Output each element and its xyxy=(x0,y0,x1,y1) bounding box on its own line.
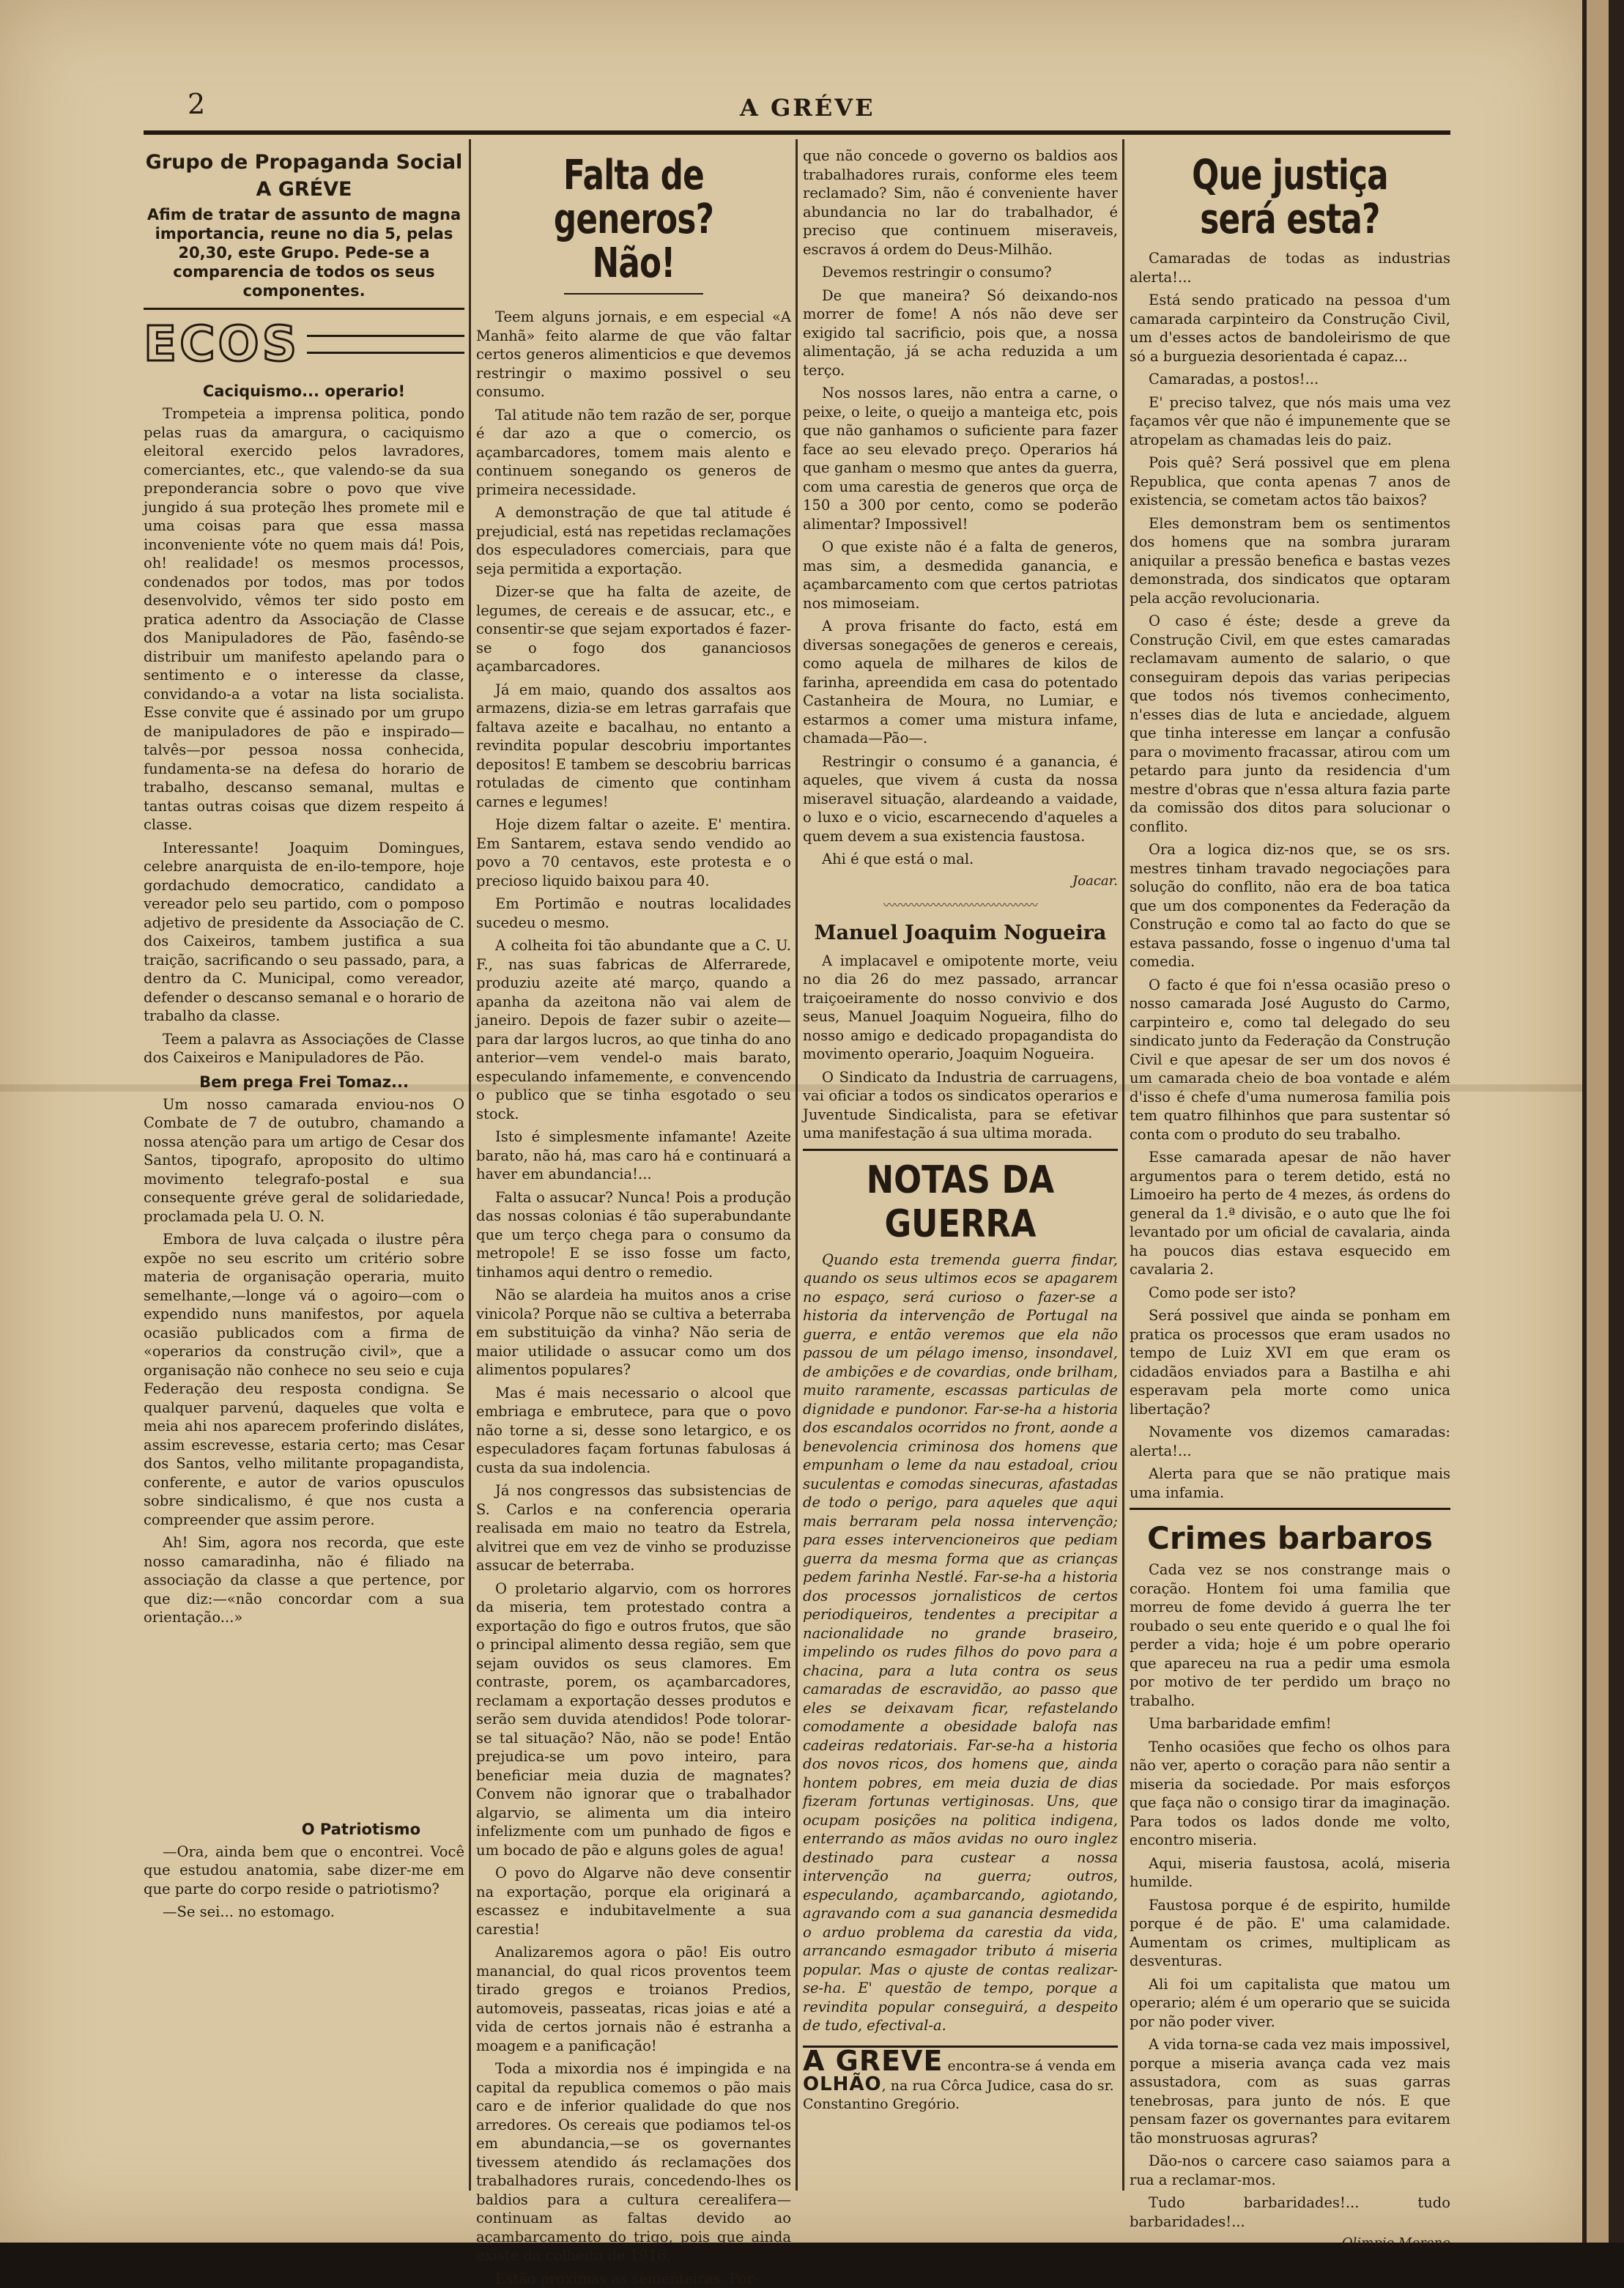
paragraph: Quando esta tremenda guerra findar, quando os seus ultimos ecos se apagarem no espaço, será curioso o fazer-se a historia da intervenção de Portugal na guerra, e então veremos que ela não passou de um pélago imenso, insondavel, de ambições e de covardias, onde brilham, muito raramente, escassas particulas de dignidade e pundonor. Far-se-ha a historia dos escandalos ocorridos no front, aonde a benevolencia criminosa dos homens que empunham o leme da nau estadoal, criou suculentas e comodas sinecuras, afastadas de todo o perigo, para aqueles que aqui mais berraram pela nossa intervenção; para esses intervencioneiros que pediam guerra da mesma forma que as crianças pedem farinha Nestlé. Far-se-ha a historia dos processos jornalisticos de certos periodiqueiros, tendentes a precipitar a nacionalidade no grande braseiro, impelindo os rudes filhos do povo para a chacina, para a luta contra os seus camaradas de escravidão, ao passo que eles se deixavam ficar, refastelando comodamente a obesidade balofa nas cadeiras redatoriais. Far-se-ha a historia dos novos ricos, dos homens que, ainda hontem pobres, em meia duzia de dias fizeram fortunas vertiginosas. Uns, que ocupam posições na politica indigena, enterrando as mãos avidas no ouro inglez destinado para custear a nossa intervenção na guerra; outros, especulando, açambarcando, agiotando, agravando com a sua ganancia desmedida o arduo problema da carestia da vida, arrancando esmagador tributo á miseria popular. Mas o ajuste de contas realizar-se-ha. E' questão de tempo, porque a revindita popular conseguirá, a despeito de tudo, efectival-a. xyxy=(803,1251,1118,2035)
ecos-title: ECOS xyxy=(144,316,300,372)
paragraph: Eles demonstram bem os sentimentos dos homens que na sombra juraram aniquilar a pressão benefica e bastas vezes demonstrada, dos sindicatos que optaram pela acção revolucionaria. xyxy=(1130,514,1450,608)
paragraph: Alerta para que se não pratique mais uma infamia. xyxy=(1130,1465,1450,1502)
paragraph: Em Portimão e noutras localidades sucedeu o mesmo. xyxy=(476,895,791,932)
header-rule xyxy=(144,130,1450,135)
paragraph: Devemos restringir o consumo? xyxy=(803,263,1118,282)
section-rule xyxy=(1130,1508,1450,1510)
group-notice-subtitle: A GRÉVE xyxy=(144,178,464,201)
paragraph: Não se alardeia ha muitos anos a crise vinicola? Porque não se cultiva a beterraba em substituição da vinha? Não seria de maior utilidade o assucar como um dos alimentos populares? xyxy=(476,1286,791,1380)
paragraph: O que existe não é a falta de generos, mas sim, a desmedida ganancia, e açambarcamento com que certos patriotas nos mimoseiam. xyxy=(803,538,1118,612)
paragraph: Teem a palavra as Associações de Classe dos Caixeiros e Manipuladores de Pão. xyxy=(144,1030,464,1067)
paragraph: O caso é éste; desde a greve da Construção Civil, em que estes camaradas reclamavam aumento de salario, o que conseguiram depois das varias peripecias que todos nós tivemos conhecimento, n'esses dias de luta e anciedade, alguem que tinha interesse em lançar a confusão para o movimento fracassar, atirou com um petardo para junto da residencia d'um mestre d'obras que n'essa altura fazia parte da comissão dos ditos para solucionar o conflito. xyxy=(1130,612,1450,836)
paragraph: Trompeteia a imprensa politica, pondo pelas ruas da amargura, o caciquismo eleitoral exercido pelos lavradores, comerciantes, etc., que valendo-se da sua preponderancia sobre o povo que vive jungido á sua proteção lhes promete mil e uma coisas para que essa massa inconveniente vóte no quem mais dá! Pois, oh! realidade! os mesmos processos, condenados por todos, mas por todos desenvolvido, vêmos ter sido posto em pratica adentro da Associação de Classe dos Manipuladores de Pão, fasêndo-se distribuir um manifesto apelando para o sentimento e o interesse da classe, convidando-a a votar na lista socialista. Esse convite que é assinado por um grupo de manipuladores de pão e inspirado—talvês—por pessoa nossa conhecida, fundamenta-se na defesa do horario de trabalho, descanso semanal, multas e tantas outras coisas que dizem respeito á classe. xyxy=(144,404,464,834)
masthead: A GRÉVE xyxy=(740,94,875,122)
paragraph: Interessante! Joaquim Domingues, celebre anarquista de en-ilo-tempore, hoje gordachudo democratico, candidato a vereador pelo seu partido, com o pomposo adjetivo de presidente da Associação de C. dos Caixeiros, tambem justifica a sua traição, sacrificando o seu passado, para, a dentro da C. Municipal, como vereador, defender o descanso semanal e o horario de trabalho da classe. xyxy=(144,839,464,1026)
paragraph: De que maneira? Só deixando-nos morrer de fome! A nós não deve ser exigido tal sacrificio, pois que, a nossa alimentação, já se acha reduzida a um terço. xyxy=(803,286,1118,380)
article-title: Caciquismo... operario! xyxy=(144,382,464,400)
paragraph: Dão-nos o carcere caso saiamos para a rua a reclamar-mos. xyxy=(1130,2152,1450,2189)
column-4 xyxy=(1130,147,1450,2199)
obituary-title: Manuel Joaquim Nogueira xyxy=(803,922,1118,944)
paragraph: Tudo barbaridades!... tudo barbaridades!... xyxy=(1130,2193,1450,2231)
paragraph: Já em maio, quando dos assaltos aos armazens, dizia-se em letras garrafais que faltava azeite e bacalhau, no entanto a revindita popular descobriu importantes depositos! E tambem se descobriu barricas rotuladas de cimento que continham carnes e legumes! xyxy=(476,681,791,812)
paragraph: Esse camarada apesar de não haver argumentos para o terem detido, está no Limoeiro ha perto de 4 mezes, ás ordens do general da 1.ª divisão, e o auto que lhe foi levantado por um oficial de cavalaria, ainda ha poucos dias estava esquecido em cavalaria 2. xyxy=(1130,1148,1450,1279)
crimes-title: Crimes barbaros xyxy=(1130,1520,1450,1556)
ornament-divider: 〰〰〰〰〰〰〰〰〰〰〰〰〰〰 xyxy=(803,896,1118,913)
paragraph: —Se sei... no estomago. xyxy=(144,1903,464,1922)
paragraph: Dizer-se que ha falta de azeite, de legumes, de cereais e de assucar, etc., e consentir-se que sejam exportados é fazer-se o fogo dos gananciosos açambarcadores. xyxy=(476,582,791,676)
paragraph: Restringir o consumo é a ganancia, é aqueles, que vivem á custa da nossa miseravel situação, alardeando a vaidade, o luxo e o vicio, escarnecendo d'aqueles a quem devem a sua existencia faustosa. xyxy=(803,752,1118,846)
paragraph: Cada vez se nos constrange mais o coração. Hontem foi uma familia que morreu de fome devido á guerra lhe ter roubado o seu ente querido e o qual lhe foi perder a vida; hoje é um pobre operario que apareceu na rua a pedir uma esmola por motivo de ter perdido um braço no trabalho. xyxy=(1130,1560,1450,1710)
paragraph: Isto é simplesmente infamante! Azeite barato, não há, mas caro há e continuará a haver em abundancia!... xyxy=(476,1128,791,1184)
paragraph: Hoje dizem faltar o azeite. E' mentira. Em Santarem, estava sendo vendido ao povo a 70 centavos, este protesta e o precioso liquido baixou para 40. xyxy=(476,815,791,890)
paragraph: Ah! Sim, agora nos recorda, que este nosso camaradinha, não é filiado na associação da classe a que pertence, por que diz:—«não concordar com a sua orientação...» xyxy=(144,1533,464,1627)
group-notice-title: Grupo de Propaganda Social xyxy=(144,151,464,174)
paragraph: Será possivel que ainda se ponham em pratica os processos que eram usados no tempo de Luiz XVI em que eram os cidadãos enviados para a Bastilha e ahi esperavam pela morte como unica libertação? xyxy=(1130,1306,1450,1418)
paragraph: Pois quê? Será possivel que em plena Republica, que conta apenas 7 anos de existencia, se cometam actos tão baixos? xyxy=(1130,453,1450,510)
article-headline: Falta de generos? Não! xyxy=(511,154,756,286)
paragraph: Camaradas de todas as industrias alerta!... xyxy=(1130,249,1450,286)
ecos-lines xyxy=(307,335,464,354)
paragraph: Nos nossos lares, não entra a carne, o peixe, o leite, o queijo a manteiga etc, pois que não ganhamos o suficiente para fazer face ao seu elevado preço. Operarios há que ganham o mesmo que antes da guerra, com uma carestia de generos que orça de 150 a 300 por cento, como se poderão alimentar? Impossivel! xyxy=(803,384,1118,533)
signature: Joacar. xyxy=(803,873,1118,889)
column-3 xyxy=(803,147,1118,2199)
paragraph: E' preciso talvez, que nós mais uma vez façamos vêr que não é impunemente que se atropelam as chamadas leis do paiz. xyxy=(1130,393,1450,450)
paragraph: —Ora, ainda bem que o encontrei. Você que estudou anatomia, sabe dizer-me em que parte do corpo reside o patriotismo? xyxy=(144,1843,464,1899)
headline-rule xyxy=(564,293,703,295)
paragraph: Estão proximas as sementeiras. Por- xyxy=(476,2270,791,2288)
paragraph: Embora de luva calçada o ilustre pêra expõe no seu escrito um critério sobre materia de organisação operaria, muito semelhante,—longe vá o agoiro—com o expendido nuns manifestos, por aquela ocasião publicados com a firma de «operarios da construção civil», que a organisação não conhece no seu seio e cuja Federação deu resposta condigna. Se qualquer parvenú, daqueles que volta e meia ahi nos aparecem proferindo dislátes, assim escrevesse, estaria certo; mas Cesar dos Santos, velho militante propagandista, conferente, e autor de varios opusculos sobre sindicalismo, é que nos custa a compreender que assim perore. xyxy=(144,1230,464,1529)
paragraph: A prova frisante do facto, está em diversas sonegações de generos e cereais, como aquela de milhares de kilos de farinha, apreendida em casa do potentado Castanheira de Moura, no Lumiar, e estarmos a comer uma mistura infame, chamada—Pão—. xyxy=(803,617,1118,748)
section-rule xyxy=(803,1149,1118,1151)
paragraph: Uma barbaridade emfim! xyxy=(1130,1714,1450,1733)
next-page-edge xyxy=(1582,0,1624,2243)
column-2 xyxy=(476,147,791,2199)
paragraph: Camaradas, a postos!... xyxy=(1130,370,1450,389)
paragraph: O proletario algarvio, com os horrores da miseria, tem protestado contra a exportação do figo e outros frutos, que são o principal alimento dessa região, sem que sejam ouvidos os seus clamores. Em contraste, porem, os açambarcadores, reclamam a exportação desses produtos e serão sem duvida atendidos! Pode tolorar-se tal situação? Não, não se pode! Então prejudica-se um povo inteiro, para beneficiar meia duzia de magnates? Convem não ignorar que o trabalhador algarvio, se alimenta um dia inteiro infelizmente com um punhado de figos e um bocado de pão e alguns goles de agua! xyxy=(476,1580,791,1860)
article-title: O Patriotismo xyxy=(144,1821,464,1838)
article-headline: Que justiça será esta? xyxy=(1165,154,1415,242)
sales-notice xyxy=(803,2045,1118,2114)
paragraph: Ora a logica diz-nos que, se os srs. mestres tinham travado negociações para solução do conflito, não era de boa tatica que um dos componentes da Federação da Construção e como tal ao facto do que se estava passando, fosse o ingenuo d'uma tal comedia. xyxy=(1130,840,1450,971)
paragraph: Falta o assucar? Nunca! Pois a produção das nossas colonias é tão superabundante que um terço chega para o consumo da metropole! E se isso fosse um facto, tinhamos aqui dentro o remedio. xyxy=(476,1188,791,1282)
paragraph: O facto é que foi n'essa ocasião preso o nosso camarada José Augusto do Carmo, carpinteiro e, como tal delegado do seu sindicato junto da Federação da Construção Civil e que apesar de ser um dos novos é um camarada cheio de boa vontade e além d'isso é chefe d'uma numerosa familia pois tem quatro filhinhos que para sustentar só conta com o produto do seu trabalho. xyxy=(1130,976,1450,1144)
column-divider xyxy=(469,139,471,2191)
paragraph: Como pode ser isto? xyxy=(1130,1284,1450,1303)
ecos-header xyxy=(144,316,464,372)
sales-notice-town: OLHÃO xyxy=(803,2073,882,2095)
paragraph: Ahi é que está o mal. xyxy=(803,850,1118,869)
paragraph: Toda a mixordia nos é impingida e na capital da republica comemos o pão mais caro e de inferior qualidade do que nos arredores. Os cereais que podiamos tel-os em abundancia,—se os governantes tivessem atendido ás reclamações dos trabalhadores rurais, concedendo-lhes os baldios para a cultura cerealifera—continuam as faltas devido ao açambarcamento do trigo, pois que ainda existe da colheita de 1916. xyxy=(476,2059,791,2265)
paragraph: A demonstração de que tal atitude é prejudicial, está nas repetidas reclamações dos especuladores comerciais, para que seja permitida a exportação. xyxy=(476,503,791,578)
paragraph: A colheita foi tão abundante que a C. U. F., nas suas fabricas de Alferrarede, produziu azeite até março, quando a apanha da azeitona não vai alem de janeiro. Depois de fazer subir o azeite—para dar largos lucros, ao que tinha do ano anterior—vem vendel-o mais barato, especulando infamemente, e convencendo o publico que se tinha esgotado o seu stock. xyxy=(476,936,791,1123)
paragraph: Analizaremos agora o pão! Eis outro manancial, do qual ricos proventos teem tirado gregos e troianos Predios, automoveis, passeatas, ricas joias e até a vida de certos jornais não é estranha a moagem e a panificação! xyxy=(476,1943,791,2055)
paragraph: Já nos congressos das subsistencias de S. Carlos e na conferencia operaria realisada em maio no teatro da Estrela, alvitrei que em vez de vinho se produzisse assucar de beterraba. xyxy=(476,1481,791,1575)
notas-da-guerra-title: NOTAS DA GUERRA xyxy=(825,1158,1096,1246)
paragraph: Tenho ocasiões que fecho os olhos para não ver, aperto o coração para não sentir a miseria da sociedade. Por mais esforços que faça não o consigo tirar da imaginação. Para todos os lados donde me volto, encontro miseria. xyxy=(1130,1738,1450,1850)
notas-da-guerra-body xyxy=(803,1251,1118,2035)
paragraph: O povo do Algarve não deve consentir na exportação, porque ela originará a escassez e indubitavelmente a sua carestia! xyxy=(476,1864,791,1939)
page-number: 2 xyxy=(188,88,205,120)
paragraph: Novamente vos dizemos camaradas: alerta!... xyxy=(1130,1423,1450,1460)
article-title: Bem prega Frei Tomaz... xyxy=(144,1073,464,1091)
paragraph: A implacavel e omipotente morte, veiu no dia 26 do mez passado, arrancar traiçoeiramente do nosso convivio e dos seus, Manuel Joaquim Nogueira, filho do nosso amigo e dedicado propagandista do movimento operario, Joaquim Nogueira. xyxy=(803,952,1118,1064)
paragraph: O Sindicato da Industria de carruagens, vai oficiar a todos os sindicatos operarios e Juventude Sindicalista, para se efetivar uma manifestação á sua ultima morada. xyxy=(803,1068,1118,1143)
paragraph: Faustosa porque é de espirito, humilde porque é de pão. E' uma calamidade. Aumentam os crimes, multiplicam as desventuras. xyxy=(1130,1896,1450,1971)
column-1 xyxy=(144,147,464,2199)
paragraph: Está sendo praticado na pessoa d'um camarada carpinteiro da Construção Civil, um d'esses actos de bandoleirismo de que só a burguezia desorientada é capaz... xyxy=(1130,291,1450,366)
paragraph: Mas é mais necessario o alcool que embriaga e embrutece, para que o povo não torne a si, desse sono letargico, e os especuladores façam fortunas fabulosas á custa da sua indolencia. xyxy=(476,1384,791,1478)
paragraph: que não concede o governo os baldios aos trabalhadores rurais, conforme eles teem reclamado? Sim, não é conveniente haver abundancia no lar do trabalhador, é preciso que continuem miseraveis, escravos á ordem do Deus-Milhão. xyxy=(803,147,1118,259)
paper-edge xyxy=(1587,0,1609,2243)
paragraph: Um nosso camarada enviou-nos O Combate de 7 de outubro, chamando a nossa atenção para um artigo de Cesar dos Santos, tipografo, aproposito do ultimo movimento telegrafo-postal e sua consequente gréve geral de solidariedade, proclamada pela U. O. N. xyxy=(144,1095,464,1226)
column-divider xyxy=(1122,139,1124,2191)
section-rule xyxy=(144,308,464,310)
signature: Olimpio Moreno xyxy=(1130,2235,1450,2251)
paragraph: Aqui, miseria faustosa, acolá, miseria humilde. xyxy=(1130,1854,1450,1892)
paragraph: Tal atitude não tem razão de ser, porque é dar azo a que o comercio, os açambarcadores, tomem mais alento e continuem sonegando os generos de primeira necessidade. xyxy=(476,406,791,500)
sales-notice-address: , na rua Côrca Judice, casa do sr. Constantino Gregório. xyxy=(803,2078,1114,2112)
group-notice-text: Afim de tratar de assunto de magna importancia, reune no dia 5, pelas 20,30, este Grupo. Pede-se a comparencia de todos os seus componentes. xyxy=(144,205,464,300)
column-divider xyxy=(796,139,798,2191)
sales-notice-brand: A GREVE xyxy=(803,2045,943,2077)
sales-notice-text: encontra-se á venda em xyxy=(947,2058,1116,2074)
paragraph: Teem alguns jornais, e em especial «A Manhã» feito alarme de que vão faltar certos generos alimenticios e que devemos restringir o maximo possivel o seu consumo. xyxy=(476,308,791,401)
blank-space xyxy=(144,1632,464,1815)
paragraph: Ali foi um capitalista que matou um operario; além é um operario que se suicida por não poder viver. xyxy=(1130,1975,1450,2032)
paragraph: A vida torna-se cada vez mais impossivel, porque a miseria avança cada vez mais assustadora, com as suas garras tenebrosas, para junto de nós. E que pensam fazer os governantes para evitarem tão monstruosas agruras? xyxy=(1130,2035,1450,2147)
